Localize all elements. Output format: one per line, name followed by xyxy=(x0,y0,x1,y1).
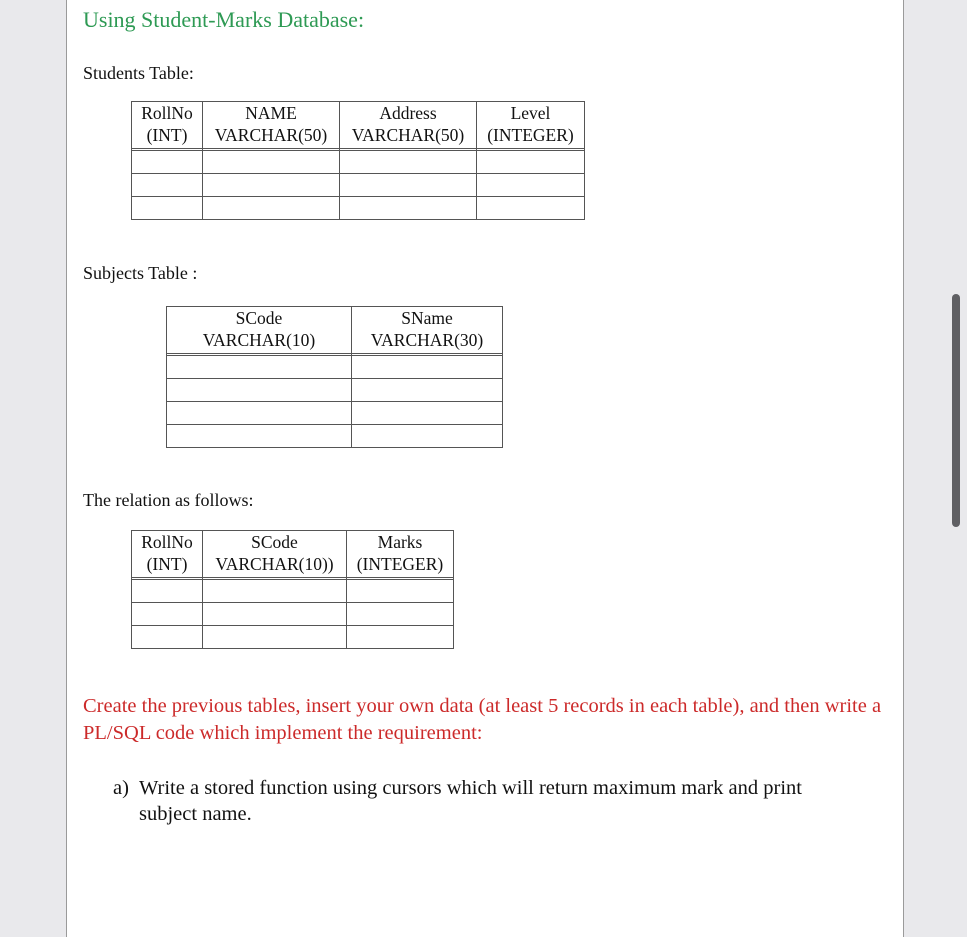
question-item xyxy=(113,775,853,827)
table-cell xyxy=(132,197,203,220)
table-cell xyxy=(167,379,352,402)
table-cell xyxy=(132,151,203,174)
table-cell xyxy=(352,356,503,379)
column-type: (INTEGER) xyxy=(487,125,574,145)
document-title: Using Student-Marks Database: xyxy=(83,7,365,32)
column-name: RollNo xyxy=(141,532,193,552)
question-text: Write a stored function using cursors which will return maximum mark and print subject name. xyxy=(139,777,802,825)
column-name: RollNo xyxy=(141,103,193,123)
table-cell xyxy=(132,603,203,626)
table-row xyxy=(132,151,585,174)
column-header xyxy=(132,531,203,578)
column-type: VARCHAR(10) xyxy=(202,330,316,350)
column-type: VARCHAR(30) xyxy=(370,330,484,350)
table-cell xyxy=(352,425,503,448)
table-cell xyxy=(352,402,503,425)
subjects-header-row xyxy=(167,307,503,354)
table-row xyxy=(167,402,503,425)
column-name: Address xyxy=(379,103,437,123)
table-row xyxy=(132,626,454,649)
table-cell xyxy=(203,174,340,197)
column-name: SName xyxy=(401,308,453,328)
table-cell xyxy=(477,151,585,174)
question-label: a) xyxy=(113,777,129,799)
column-name: NAME xyxy=(245,103,297,123)
table-cell xyxy=(167,356,352,379)
table-row xyxy=(132,603,454,626)
document-page xyxy=(66,0,904,937)
relation-table xyxy=(131,530,454,649)
table-cell xyxy=(347,580,454,603)
table-row xyxy=(132,580,454,603)
column-type: (INTEGER) xyxy=(356,554,444,574)
students-table xyxy=(131,101,585,220)
table-cell xyxy=(203,580,347,603)
table-cell xyxy=(352,379,503,402)
relation-table-label: The relation as follows: xyxy=(83,490,254,510)
vertical-scrollbar[interactable] xyxy=(952,294,960,527)
table-cell xyxy=(132,626,203,649)
table-cell xyxy=(477,174,585,197)
table-cell xyxy=(340,174,477,197)
column-name: SCode xyxy=(251,532,298,552)
students-table-label: Students Table: xyxy=(83,63,194,83)
column-name: Marks xyxy=(377,532,423,552)
column-header xyxy=(340,102,477,149)
table-cell xyxy=(203,626,347,649)
requirement-text: Create the previous tables, insert your own data (at least 5 records in each table), and then write a PL/SQL code which implement the requirement: xyxy=(83,695,882,744)
table-cell xyxy=(477,197,585,220)
relation-header-row xyxy=(132,531,454,578)
table-cell xyxy=(132,580,203,603)
table-cell xyxy=(167,425,352,448)
table-cell xyxy=(132,174,203,197)
table-cell xyxy=(203,603,347,626)
table-row xyxy=(167,356,503,379)
table-row xyxy=(132,197,585,220)
table-row xyxy=(132,174,585,197)
column-header xyxy=(203,531,347,578)
table-cell xyxy=(347,626,454,649)
column-header xyxy=(203,102,340,149)
subjects-table xyxy=(166,306,503,448)
table-cell xyxy=(203,151,340,174)
column-type: VARCHAR(50) xyxy=(214,125,328,145)
table-cell xyxy=(203,197,340,220)
column-type: VARCHAR(10)) xyxy=(215,554,334,574)
column-type: (INT) xyxy=(146,554,188,574)
column-header xyxy=(477,102,585,149)
column-type: VARCHAR(50) xyxy=(351,125,465,145)
table-row xyxy=(167,379,503,402)
table-cell xyxy=(340,151,477,174)
column-header xyxy=(347,531,454,578)
students-header-row xyxy=(132,102,585,149)
table-cell xyxy=(340,197,477,220)
column-header xyxy=(132,102,203,149)
column-name: Level xyxy=(510,103,551,123)
table-row xyxy=(167,425,503,448)
subjects-table-label: Subjects Table : xyxy=(83,263,198,283)
column-header xyxy=(352,307,503,354)
table-cell xyxy=(167,402,352,425)
column-header xyxy=(167,307,352,354)
table-cell xyxy=(347,603,454,626)
column-name: SCode xyxy=(235,308,283,328)
column-type: (INT) xyxy=(146,125,188,145)
